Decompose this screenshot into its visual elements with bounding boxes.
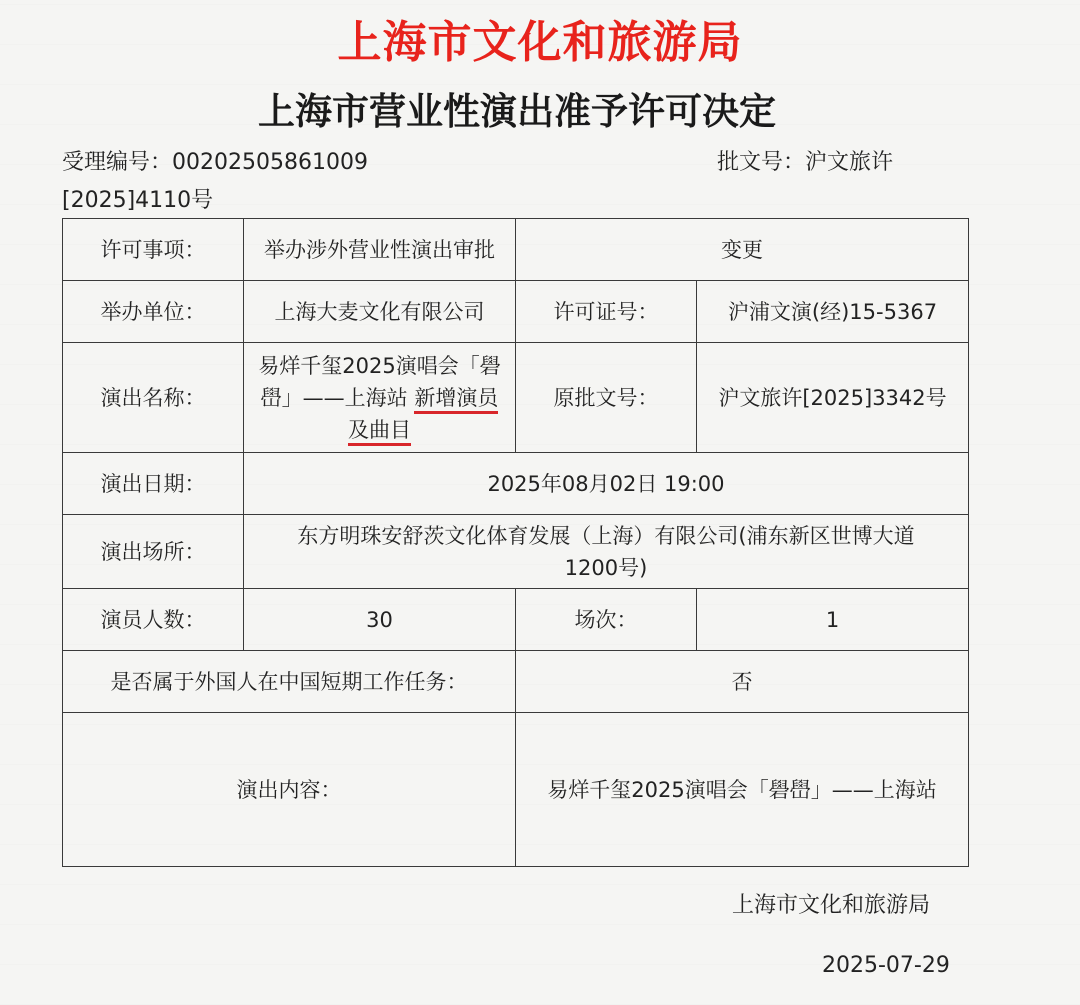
permit-item-label: 许可事项： <box>63 219 244 281</box>
show-name-line3 <box>250 414 509 446</box>
show-content-value: 易烊千玺2025演唱会「礐嶨」——上海站 <box>516 713 969 867</box>
sessions-label: 场次： <box>516 589 697 651</box>
permit-item-value: 举办涉外营业性演出审批 <box>244 219 516 281</box>
approval-number-line2: [2025]4110号 <box>62 188 214 213</box>
issuer-name: 上海市文化和旅游局 <box>732 893 931 918</box>
venue-value <box>244 515 969 589</box>
license-label: 许可证号： <box>516 281 697 343</box>
acceptance-number: 受理编号：00202505861009 <box>62 150 368 175</box>
table-row <box>63 589 969 651</box>
license-value: 沪浦文演(经)15-5367 <box>697 281 969 343</box>
issue-date: 2025-07-29 <box>822 953 950 978</box>
show-name-line2-plain: 嶨」——上海站 <box>260 385 415 410</box>
show-content-label: 演出内容： <box>63 713 516 867</box>
table-row <box>63 651 969 713</box>
table-row <box>63 281 969 343</box>
document-title: 上海市营业性演出准予许可决定 <box>258 90 776 133</box>
original-approval-label: 原批文号： <box>516 343 697 453</box>
venue-label: 演出场所： <box>63 515 244 589</box>
table-row <box>63 713 969 867</box>
change-type: 变更 <box>516 219 969 281</box>
show-date-value: 2025年08月02日 19:00 <box>244 453 969 515</box>
show-date-label: 演出日期： <box>63 453 244 515</box>
organization-title: 上海市文化和旅游局 <box>337 17 743 68</box>
table-row <box>63 515 969 589</box>
approval-number-line1: 批文号：沪文旅许 <box>717 150 894 175</box>
venue-line1: 东方明珠安舒茨文化体育发展（上海）有限公司(浦东新区世博大道 <box>297 523 915 548</box>
show-name-highlight-1: 新增演员 <box>414 386 498 414</box>
show-name-label: 演出名称： <box>63 343 244 453</box>
show-name-value <box>244 343 516 453</box>
performers-label: 演员人数： <box>63 589 244 651</box>
foreign-work-label: 是否属于外国人在中国短期工作任务： <box>63 651 516 713</box>
show-name-line2 <box>250 382 509 414</box>
sessions-value: 1 <box>697 589 969 651</box>
table-row <box>63 343 969 453</box>
venue-line2: 1200号) <box>564 555 648 580</box>
organizer-label: 举办单位： <box>63 281 244 343</box>
show-name-highlight-2: 及曲目 <box>348 418 411 446</box>
performers-value: 30 <box>244 589 516 651</box>
foreign-work-value: 否 <box>516 651 969 713</box>
table-row <box>63 219 969 281</box>
show-name-line1: 易烊千玺2025演唱会「礐 <box>258 353 501 378</box>
permit-table <box>62 218 969 867</box>
table-row <box>63 453 969 515</box>
organizer-value: 上海大麦文化有限公司 <box>244 281 516 343</box>
original-approval-value: 沪文旅许[2025]3342号 <box>697 343 969 453</box>
